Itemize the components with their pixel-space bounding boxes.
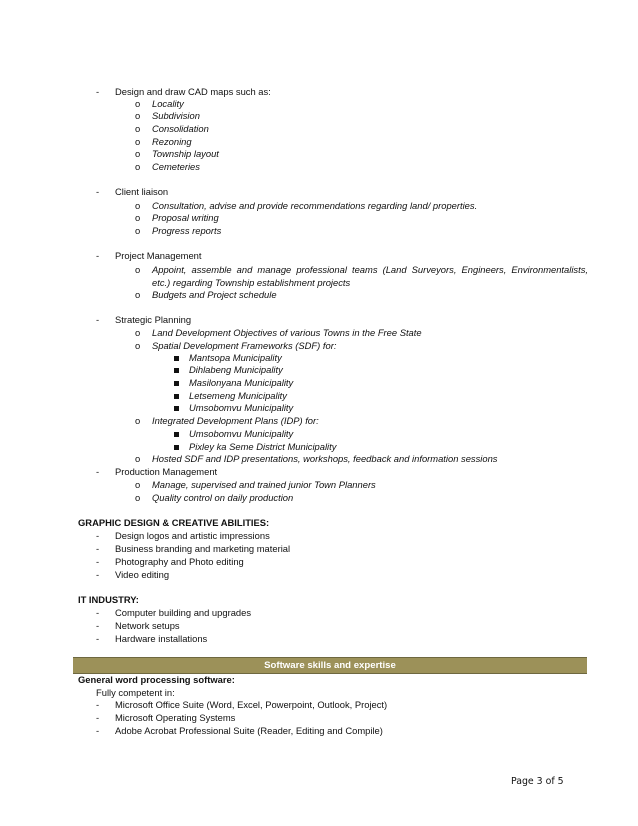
circle-marker: o (135, 98, 141, 109)
list-item: Video editing (115, 569, 170, 580)
list-item: Business branding and marketing material (115, 543, 291, 554)
dash-marker: - (96, 186, 100, 197)
dash-marker: - (96, 699, 100, 710)
circle-marker: o (135, 264, 141, 275)
square-bullet-icon (174, 402, 179, 414)
list-item: Photography and Photo editing (115, 556, 244, 567)
sub-list-item: Umsobomvu Municipality (189, 402, 294, 413)
list-item: Land Development Objectives of various Towns in the Free State (152, 327, 422, 338)
list-item: Network setups (115, 620, 180, 631)
list-item: Hosted SDF and IDP presentations, workshops, feedback and information sessions (152, 453, 498, 464)
list-item: Microsoft Operating Systems (115, 712, 236, 723)
circle-marker: o (135, 110, 141, 121)
dash-marker: - (96, 314, 100, 325)
list-item: Adobe Acrobat Professional Suite (Reader, Editing and Compile) (115, 725, 383, 736)
dash-marker: - (96, 466, 100, 477)
list-item: Spatial Development Frameworks (SDF) for: (152, 340, 337, 351)
square-bullet-icon (174, 377, 179, 389)
production-heading: Production Management (115, 466, 218, 477)
sub-list-item: Dihlabeng Municipality (189, 364, 283, 375)
circle-marker: o (135, 289, 141, 300)
square-bullet-icon (174, 390, 179, 402)
it-section-title: IT INDUSTRY: (78, 594, 139, 605)
square-bullet-icon (174, 352, 179, 364)
list-item: Proposal writing (152, 212, 219, 223)
client-heading: Client liaison (115, 186, 169, 197)
cad-heading: Design and draw CAD maps such as: (115, 86, 271, 97)
dash-marker: - (96, 607, 100, 618)
list-item: Progress reports (152, 225, 222, 236)
project-heading: Project Management (115, 250, 202, 261)
dash-marker: - (96, 86, 100, 97)
list-item: Quality control on daily production (152, 492, 294, 503)
dash-marker: - (96, 712, 100, 723)
square-bullet-icon (174, 364, 179, 376)
sub-list-item: Masilonyana Municipality (189, 377, 294, 388)
list-item: Consultation, advise and provide recommendations regarding land/ properties. (152, 200, 478, 211)
list-item: Manage, supervised and trained junior Town Planners (152, 479, 376, 490)
dash-marker: - (96, 530, 100, 541)
dash-marker: - (96, 543, 100, 554)
graphic-section-title: GRAPHIC DESIGN & CREATIVE ABILITIES: (78, 517, 270, 528)
circle-marker: o (135, 200, 141, 211)
list-item: Cemeteries (152, 161, 200, 172)
circle-marker: o (135, 415, 141, 426)
list-item: Budgets and Project schedule (152, 289, 277, 300)
circle-marker: o (135, 492, 141, 503)
circle-marker: o (135, 136, 141, 147)
sub-list-item: Letsemeng Municipality (189, 390, 287, 401)
sub-list-item: Mantsopa Municipality (189, 352, 282, 363)
list-item: Subdivision (152, 110, 200, 121)
circle-marker: o (135, 161, 141, 172)
dash-marker: - (96, 620, 100, 631)
dash-marker: - (96, 725, 100, 736)
circle-marker: o (135, 212, 141, 223)
sub-list-item: Umsobomvu Municipality (189, 428, 294, 439)
list-item: Township layout (152, 148, 219, 159)
circle-marker: o (135, 148, 141, 159)
circle-marker: o (135, 123, 141, 134)
square-bullet-icon (174, 441, 179, 453)
list-item-continuation: etc.) regarding Township establishment projects (152, 277, 351, 288)
circle-marker: o (135, 225, 141, 236)
square-bullet-icon (174, 428, 179, 440)
list-item: Computer building and upgrades (115, 607, 252, 618)
page-number: Page 3 of 5 (511, 776, 564, 787)
circle-marker: o (135, 453, 141, 464)
circle-marker: o (135, 327, 141, 338)
list-item: Integrated Development Plans (IDP) for: (152, 415, 319, 426)
list-item: Rezoning (152, 136, 192, 147)
list-item: Hardware installations (115, 633, 208, 644)
software-section-banner: Software skills and expertise (73, 657, 587, 674)
software-subtitle: General word processing software: (78, 674, 235, 685)
list-item: Locality (152, 98, 184, 109)
dash-marker: - (96, 250, 100, 261)
sub-list-item: Pixley ka Seme District Municipality (189, 441, 337, 452)
dash-marker: - (96, 569, 100, 580)
dash-marker: - (96, 633, 100, 644)
list-item: Appoint, assemble and manage professional teams (Land Surveyors, Engineers, Environmentalists, (152, 264, 588, 275)
list-item: Consolidation (152, 123, 209, 134)
strategic-heading: Strategic Planning (115, 314, 192, 325)
circle-marker: o (135, 340, 141, 351)
software-intro: Fully competent in: (96, 687, 175, 698)
circle-marker: o (135, 479, 141, 490)
dash-marker: - (96, 556, 100, 567)
list-item: Design logos and artistic impressions (115, 530, 270, 541)
list-item: Microsoft Office Suite (Word, Excel, Powerpoint, Outlook, Project) (115, 699, 388, 710)
